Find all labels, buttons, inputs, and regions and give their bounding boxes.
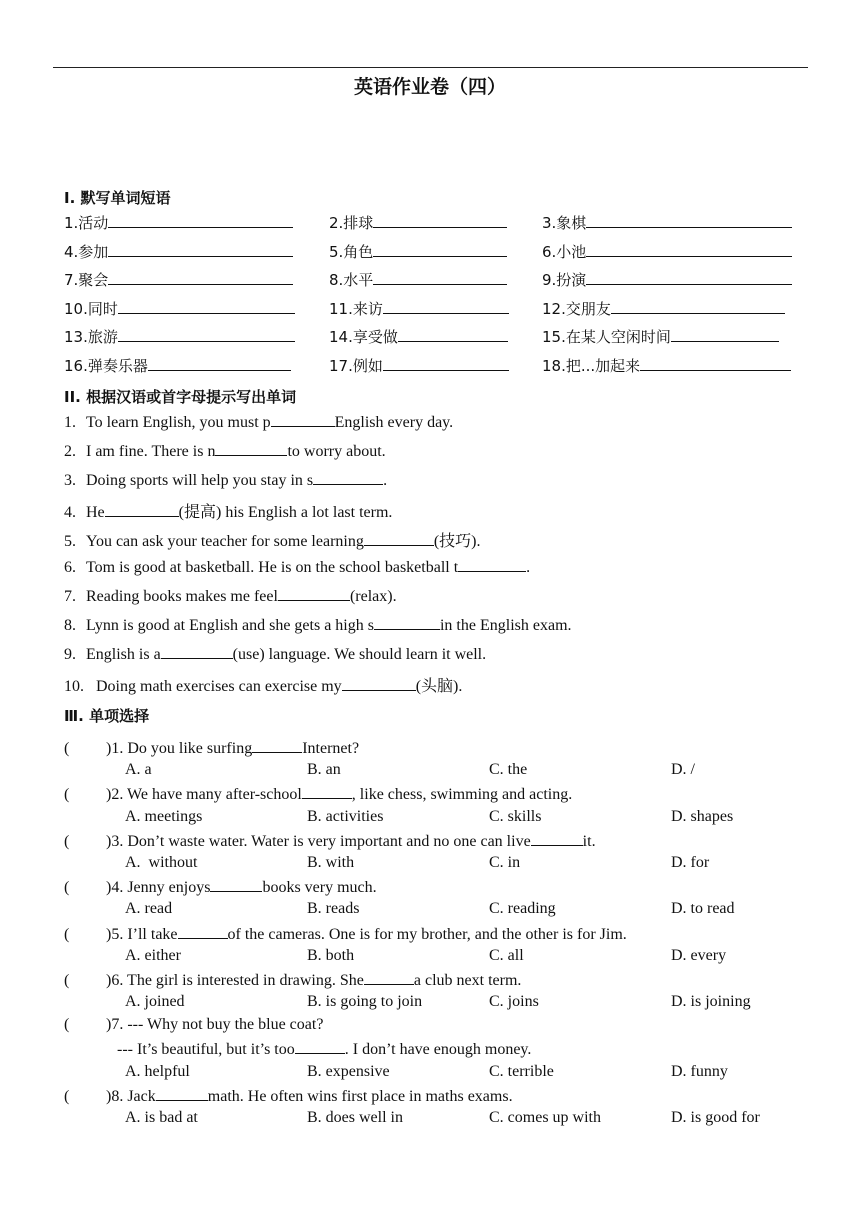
option-c[interactable]: C. comes up with: [489, 1109, 601, 1126]
option-b[interactable]: B. reads: [307, 900, 360, 918]
answer-blank[interactable]: [302, 784, 352, 799]
option-a[interactable]: A. a: [125, 761, 152, 779]
vocab-label: 11.来访: [329, 299, 383, 318]
answer-blank[interactable]: [118, 297, 295, 314]
vocab-label: 2.排球: [329, 214, 374, 232]
item-number: 5.: [64, 533, 76, 550]
vocab-label: 9.扮演: [542, 271, 587, 290]
answer-blank[interactable]: [671, 325, 779, 342]
option-b[interactable]: B. is going to join: [307, 993, 423, 1011]
sentence-after: (头脑).: [415, 678, 463, 695]
answer-paren[interactable]: (: [64, 786, 70, 804]
sentence-before: I am fine. There is n: [86, 443, 216, 460]
vocab-label: 15.在某人空闲时间: [542, 328, 671, 347]
option-b[interactable]: B. an: [307, 761, 341, 779]
option-d[interactable]: D. shapes: [671, 807, 734, 825]
options-row: [64, 947, 824, 970]
item-number: 3.: [64, 472, 76, 489]
question-stem: [64, 784, 824, 807]
vocab-row: [64, 268, 804, 297]
sentence-after: to worry about.: [287, 443, 386, 460]
vocab-item: [542, 240, 792, 262]
vocab-label: 4.参加: [64, 242, 109, 261]
item-number: 1.: [64, 414, 76, 431]
option-a[interactable]: A. joined: [125, 993, 185, 1011]
question-stem: [64, 1086, 824, 1109]
vocab-label: 7.聚会: [64, 271, 109, 290]
option-d[interactable]: D. funny: [671, 1062, 728, 1080]
vocab-label: 1.活动: [64, 214, 109, 232]
answer-blank[interactable]: [108, 211, 293, 228]
sentence-after: in the English exam.: [439, 617, 572, 634]
item-number: 2.: [64, 443, 76, 460]
stem-before: )6. The girl is interested in drawing. She: [106, 971, 364, 989]
item-number: 10.: [64, 678, 84, 695]
vocab-item: [64, 354, 291, 376]
vocab-label: 17.例如: [329, 356, 383, 375]
stem-after: , like chess, swimming and acting.: [351, 786, 573, 804]
vocab-item: [542, 325, 779, 347]
answer-blank[interactable]: [156, 1086, 208, 1101]
fill-in-item: [64, 412, 804, 441]
item-number: 9.: [64, 646, 76, 663]
fill-in-item: [64, 644, 804, 673]
sentence-after: (use) language. We should learn it well.: [232, 646, 487, 663]
option-c[interactable]: C. joins: [489, 993, 539, 1011]
answer-blank[interactable]: [373, 268, 507, 285]
answer-blank[interactable]: [118, 325, 295, 342]
fill-in-item: [64, 673, 804, 702]
vocab-item: [542, 211, 792, 233]
fill-in-item: [64, 528, 804, 557]
option-b[interactable]: B. both: [307, 946, 355, 964]
answer-blank[interactable]: [364, 970, 414, 985]
answer-blank[interactable]: [374, 615, 440, 630]
sentence-after: English every day.: [334, 414, 454, 431]
vocab-item: [329, 325, 508, 347]
stem-before: )1. Do you like surfing: [106, 740, 253, 757]
options-row: [64, 808, 824, 831]
item-number: 8.: [64, 617, 76, 634]
answer-blank[interactable]: [108, 268, 293, 285]
option-c[interactable]: C. in: [489, 853, 521, 871]
answer-blank[interactable]: [586, 211, 792, 228]
page-title: 英语作业卷（四）: [353, 76, 506, 98]
vocab-item: [542, 354, 791, 376]
answer-blank[interactable]: [215, 441, 287, 456]
option-a[interactable]: A. meetings: [125, 807, 203, 825]
answer-blank[interactable]: [611, 297, 785, 314]
vocab-row: [64, 325, 804, 354]
answer-paren[interactable]: (: [64, 971, 70, 989]
stem-after: math. He often wins first place in maths exams.: [207, 1087, 513, 1105]
stem-after: it.: [582, 832, 596, 850]
vocab-row: [64, 211, 804, 240]
vocab-grid: [64, 211, 804, 383]
vocab-label: 5.角色: [329, 242, 374, 261]
vocab-label: 13.旅游: [64, 328, 118, 347]
option-c[interactable]: C. all: [489, 946, 524, 964]
question-stem: [64, 877, 824, 900]
vocab-label: 18.把...加起来: [542, 356, 641, 375]
vocab-item: [64, 297, 295, 319]
answer-paren[interactable]: (: [64, 1087, 70, 1105]
fill-in-item: [64, 441, 804, 470]
answer-blank[interactable]: [178, 924, 228, 939]
option-b[interactable]: B. activities: [307, 807, 384, 825]
answer-blank[interactable]: [148, 354, 291, 371]
question-stem: [64, 924, 824, 947]
answer-blank[interactable]: [586, 240, 792, 257]
vocab-label: 12.交朋友: [542, 299, 611, 318]
question-stem: [64, 738, 824, 761]
option-b[interactable]: B. with: [307, 853, 355, 871]
options-row: [64, 1109, 824, 1132]
stem-before: )7. --- Why not buy the blue coat?: [106, 1016, 324, 1034]
sentence-after: .: [526, 559, 531, 576]
answer-blank[interactable]: [458, 557, 526, 572]
vocab-item: [329, 268, 507, 290]
option-a[interactable]: A. read: [125, 900, 173, 918]
option-d[interactable]: D. is good for: [671, 1109, 760, 1126]
sentence-after: (提高) his English a lot last term.: [178, 504, 393, 521]
vocab-label: 8.水平: [329, 271, 374, 290]
vocab-item: [329, 211, 507, 233]
option-d[interactable]: D. /: [671, 761, 695, 779]
options-row: [64, 993, 824, 1016]
option-c[interactable]: C. reading: [489, 900, 556, 918]
option-b[interactable]: B. does well in: [307, 1109, 403, 1126]
item-number: 4.: [64, 504, 76, 521]
stem-before: )2. We have many after-school: [106, 786, 302, 804]
sentence-before: To learn English, you must p: [86, 414, 271, 431]
option-a[interactable]: A. either: [125, 946, 181, 964]
header-rule: [53, 67, 808, 68]
option-c[interactable]: C. skills: [489, 807, 542, 825]
stem-after: Internet?: [302, 740, 360, 757]
option-d[interactable]: D. every: [671, 946, 727, 964]
options-row: [64, 854, 824, 877]
section-3-heading: Ⅲ. 单项选择: [64, 707, 150, 725]
dialog-before: --- It’s beautiful, but it’s too: [117, 1041, 295, 1059]
answer-blank[interactable]: [531, 831, 583, 846]
sentence-after: (技巧).: [433, 533, 481, 550]
answer-blank[interactable]: [364, 531, 434, 546]
answer-blank[interactable]: [398, 325, 508, 342]
answer-blank[interactable]: [295, 1039, 345, 1054]
vocab-label: 6.小池: [542, 242, 587, 261]
answer-blank[interactable]: [252, 738, 302, 753]
answer-blank[interactable]: [383, 297, 509, 314]
sentence-before: He: [86, 504, 105, 521]
option-b[interactable]: B. expensive: [307, 1062, 390, 1080]
stem-before: )8. Jack: [106, 1087, 156, 1105]
option-d[interactable]: D. is joining: [671, 993, 751, 1011]
answer-blank[interactable]: [161, 644, 233, 659]
vocab-item: [64, 268, 293, 290]
answer-blank[interactable]: [108, 240, 293, 257]
dialog-after: . I don’t have enough money.: [344, 1041, 532, 1059]
option-c[interactable]: C. the: [489, 761, 528, 779]
answer-blank[interactable]: [373, 240, 507, 257]
option-c[interactable]: C. terrible: [489, 1062, 554, 1080]
fill-in-item: [64, 557, 804, 586]
sentence-before: Doing math exercises can exercise my: [92, 678, 342, 695]
sentence-before: You can ask your teacher for some learning: [86, 533, 364, 550]
item-number: 7.: [64, 588, 76, 605]
stem-before: )5. I’ll take: [106, 925, 178, 943]
answer-blank[interactable]: [271, 412, 335, 427]
options-row: [64, 1063, 824, 1086]
stem-after: of the cameras. One is for my brother, and the other is for Jim.: [227, 925, 627, 943]
vocab-row: [64, 297, 804, 326]
answer-blank[interactable]: [373, 211, 507, 228]
fill-in-item: [64, 499, 804, 528]
sentence-before: Reading books makes me feel: [86, 588, 278, 605]
section-2-heading: II. 根据汉语或首字母提示写出单词: [64, 388, 297, 406]
sentence-after: .: [383, 472, 388, 489]
vocab-item: [542, 268, 792, 290]
answer-paren[interactable]: (: [64, 832, 70, 850]
vocab-label: 14.享受做: [329, 328, 398, 347]
answer-blank[interactable]: [342, 676, 416, 691]
stem-after: books very much.: [262, 879, 377, 897]
answer-paren[interactable]: (: [64, 740, 70, 757]
options-row: [64, 900, 824, 923]
vocab-item: [329, 354, 509, 376]
vocab-item: [329, 240, 507, 262]
question-dialog-line: [64, 1039, 824, 1062]
vocab-item: [64, 325, 295, 347]
stem-before: )4. Jenny enjoys: [106, 879, 211, 897]
answer-blank[interactable]: [383, 354, 509, 371]
sentence-before: English is a: [86, 646, 161, 663]
answer-blank[interactable]: [313, 470, 383, 485]
vocab-item: [542, 297, 785, 319]
vocab-item: [329, 297, 509, 319]
stem-before: )3. Don’t waste water. Water is very important and no one can live: [106, 832, 531, 850]
vocab-item: [64, 240, 293, 262]
multiple-choice-list: [64, 738, 824, 1132]
vocab-label: 16.弹奏乐器: [64, 356, 148, 375]
answer-blank[interactable]: [586, 268, 792, 285]
sentence-before: Tom is good at basketball. He is on the school basketball t: [86, 559, 459, 576]
answer-blank[interactable]: [640, 354, 791, 371]
option-d[interactable]: D. for: [671, 853, 710, 871]
answer-paren[interactable]: (: [64, 1016, 70, 1034]
answer-blank[interactable]: [105, 502, 179, 517]
option-a[interactable]: A. helpful: [125, 1062, 190, 1080]
vocab-item: [64, 211, 293, 233]
answer-blank[interactable]: [278, 586, 350, 601]
fill-in-item: [64, 615, 804, 644]
fill-in-item: [64, 470, 804, 499]
fill-in-list: [64, 412, 804, 702]
question-stem: [64, 831, 824, 854]
question-stem: [64, 1016, 824, 1039]
answer-paren[interactable]: (: [64, 925, 70, 943]
option-a[interactable]: A. is bad at: [125, 1109, 198, 1126]
question-stem: [64, 970, 824, 993]
stem-after: a club next term.: [413, 971, 522, 989]
option-a[interactable]: A. without: [125, 853, 198, 871]
answer-paren[interactable]: (: [64, 879, 70, 897]
section-1-heading: I. 默写单词短语: [64, 189, 171, 207]
item-number: 6.: [64, 559, 76, 576]
options-row: [64, 761, 824, 784]
option-d[interactable]: D. to read: [671, 900, 735, 918]
vocab-label: 10.同时: [64, 299, 118, 318]
vocab-row: [64, 354, 804, 383]
fill-in-item: [64, 586, 804, 615]
answer-blank[interactable]: [210, 877, 262, 892]
sentence-after: (relax).: [349, 588, 397, 605]
vocab-row: [64, 240, 804, 269]
vocab-label: 3.象棋: [542, 214, 587, 232]
sentence-before: Lynn is good at English and she gets a high s: [86, 617, 374, 634]
sentence-before: Doing sports will help you stay in s: [86, 472, 314, 489]
